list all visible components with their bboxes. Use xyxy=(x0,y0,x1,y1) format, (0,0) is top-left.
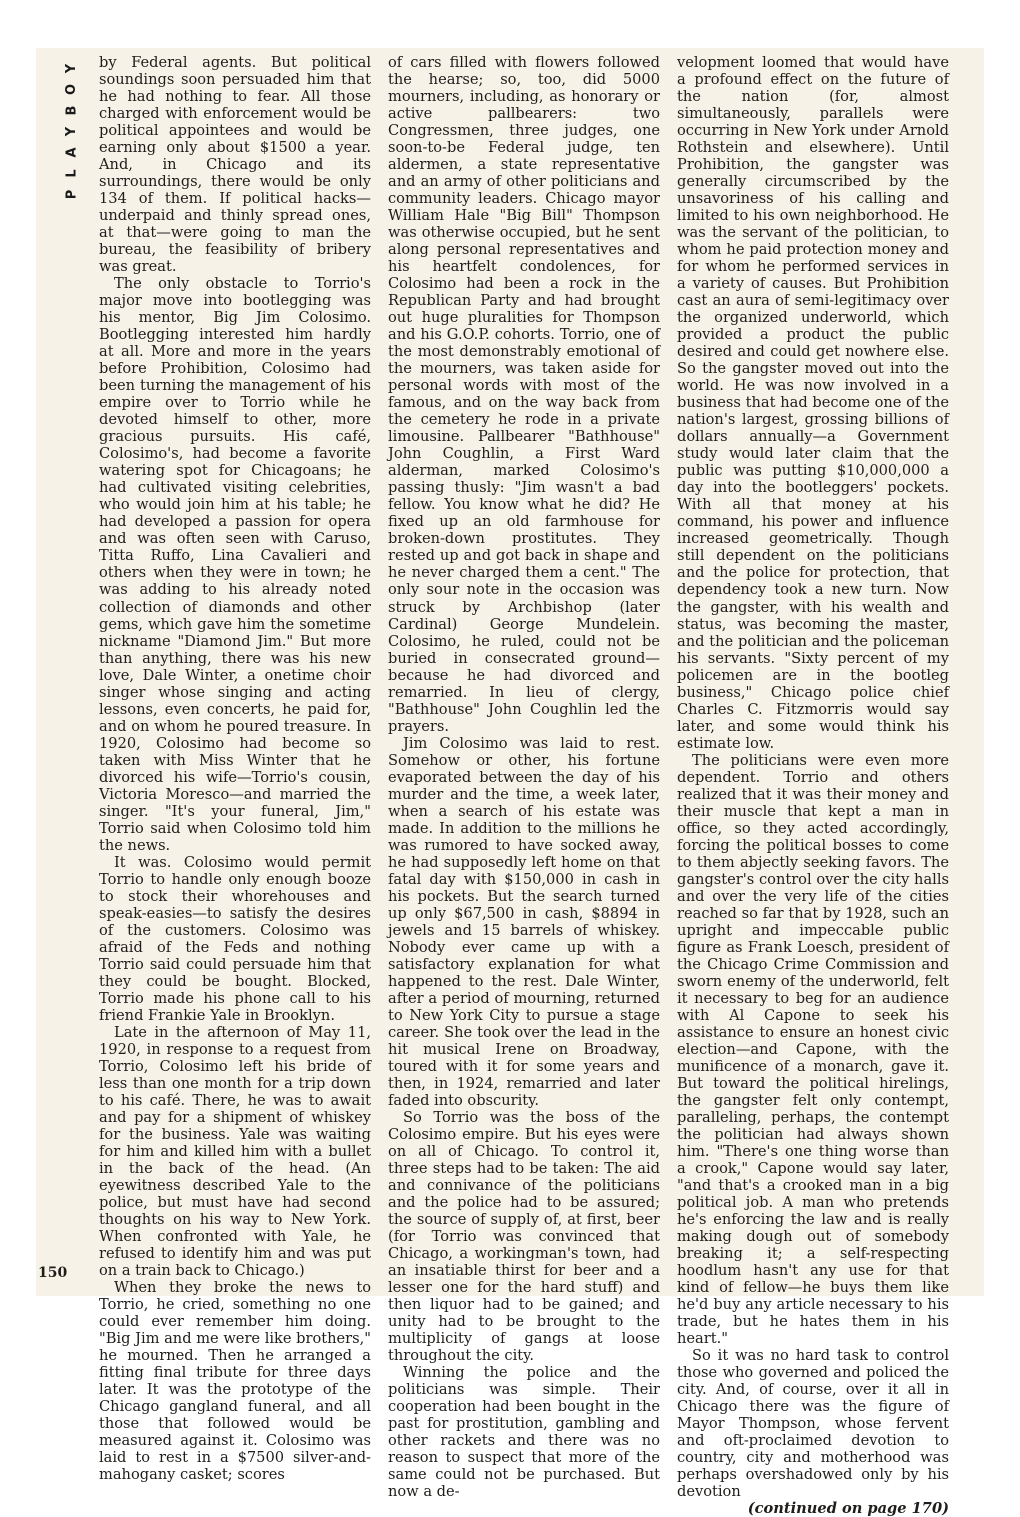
paragraph: So Torrio was the boss of the Colosimo empire. But his eyes were on all of Chicago. To control it, three steps had to be taken: The aid and connivance of the politicians and the police had to be assured; the source of supply of, at first, beer (for Torrio was convinced that Chicago, a workingman's town, had an insatiable thirst for beer and a lesser one for the hard stuff) and then liquor had to be gained; and unity had to be brought to the multiplicity of gangs at loose throughout the city. xyxy=(388,1108,660,1365)
masthead-letter: A xyxy=(64,147,80,158)
paragraph: by Federal agents. But political soundings soon persuaded him that he had nothing to fear. All those charged with enforcement would be political appointees and would be earning only about $1500 a year. And, in Chicago and its surroundings, there would be only 134 of them. If political hacks—underpaid and thinly spread ones, at that—were going to man the bureau, the feasibility of bribery was great. xyxy=(99,54,371,276)
paragraph: Late in the afternoon of May 11, 1920, in response to a request from Torrio, Colosimo left his bride of less than one month for a trip down to his café. There, he was to await and pay for a shipment of whiskey for the business. Yale was waiting for him and killed him with a bullet in the back of the head. (An eyewitness described Yale to the police, but must have had second thoughts on his way to New York. When confronted with Yale, he refused to identify him and was put on a train back to Chicago.) xyxy=(99,1023,371,1280)
masthead-letter: L xyxy=(64,169,80,178)
paragraph: So it was no hard task to control those who governed and policed the city. And, of course, over it all in Chicago there was the figure of Mayor Thompson, whose fervent and oft-proclaimed devotion to country, city and motherhood was perhaps overshadowed only by his devotion xyxy=(677,1347,949,1501)
page-number: 150 xyxy=(38,1265,68,1281)
masthead-letter: B xyxy=(64,105,80,116)
text-column-3 xyxy=(677,54,949,1517)
text-column-1 xyxy=(99,54,371,1483)
paragraph: of cars filled with flowers followed the hearse; so, too, did 5000 mourners, including, as honorary or active pallbearers: two Congressmen, three judges, one soon-to-be Federal judge, ten aldermen, a state representative and an army of other politicians and community leaders. Chicago mayor William Hale "Big Bill" Thompson was otherwise occupied, but he sent along personal representatives and his heartfelt condolences, for Colosimo had been a rock in the Republican Party and had brought out huge pluralities for Thompson and his G.O.P. cohorts. Torrio, one of the most demonstrably emotional of the mourners, was taken aside for personal words with most of the famous, and on the way back from the cemetery he rode in a private limousine. Pallbearer "Bathhouse" John Coughlin, a First Ward alderman, marked Colosimo's passing thusly: "Jim wasn't a bad fellow. You know what he did? He fixed up an old farmhouse for broken-down prostitutes. They rested up and got back in shape and he never charged them a cent." The only sour note in the occasion was struck by Archbishop (later Cardinal) George Mundelein. Colosimo, he ruled, could not be buried in consecrated ground—because he had divorced and remarried. In lieu of clergy, "Bathhouse" John Coughlin led the prayers. xyxy=(388,54,660,735)
continued-note: (continued on page 170) xyxy=(747,1500,949,1517)
paragraph: Jim Colosimo was laid to rest. Somehow or other, his fortune evaporated between the day of his murder and the time, a week later, when a search of his estate was made. In addition to the millions he was rumored to have socked away, he had supposedly left home on that fatal day with $150,000 in cash in his pockets. But the search turned up only $67,500 in cash, $8894 in jewels and 15 barrels of whiskey. Nobody ever came up with a satisfactory explanation for what happened to the rest. Dale Winter, after a period of mourning, returned to New York City to pursue a stage career. She took over the lead in the hit musical Irene on Broadway, toured with it for some years and then, in 1924, remarried and later faded into obscurity. xyxy=(388,734,660,1109)
masthead-letter: P xyxy=(64,189,80,200)
paragraph: When they broke the news to Torrio, he cried, something no one could ever remember him doing. "Big Jim and me were like brothers," he mourned. Then he arranged a fitting final tribute for three days later. It was the prototype of the Chicago gangland funeral, and all those that followed would be measured against it. Colosimo was laid to rest in a $7500 silver-and-mahogany casket; scores xyxy=(99,1279,371,1484)
text-column-2 xyxy=(388,54,660,1500)
masthead-letter: O xyxy=(64,83,80,96)
magazine-page xyxy=(36,48,984,1517)
paragraph: Winning the police and the politicians was simple. Their cooperation had been bought in the past for prostitution, gambling and other rackets and there was no reason to suspect that more of the same could not be purchased. But now a de- xyxy=(388,1364,660,1501)
paragraph: It was. Colosimo would permit Torrio to handle only enough booze to stock their whorehouses and speak-easies—to satisfy the desires of the customers. Colosimo was afraid of the Feds and nothing Torrio said could persuade him that they could be bought. Blocked, Torrio made his phone call to his friend Frankie Yale in Brooklyn. xyxy=(99,853,371,1024)
paragraph: velopment loomed that would have a profound effect on the future of the nation (for, almost simultaneously, parallels were occurring in New York under Arnold Rothstein and elsewhere). Until Prohibition, the gangster was generally circumscribed by the unsavoriness of his calling and limited to his own neighborhood. He was the servant of the politician, to whom he paid protection money and for whom he performed services in a variety of causes. But Prohibition cast an aura of semi-legitimacy over the organized underworld, which provided a product the public desired and could get nowhere else. So the gangster moved out into the world. He was now involved in a business that had become one of the nation's largest, grossing billions of dollars annually—a Government study would later claim that the public was putting $10,000,000 a day into the bootleggers' pockets. With all that money at his command, his power and influence increased geometrically. Though still dependent on the politicians and the police for protection, that dependency took a new turn. Now the gangster, with his wealth and status, was becoming the master, and the politician and the policeman his servants. "Sixty percent of my policemen are in the bootleg business," Chicago police chief Charles C. Fitzmorris would say later, and some would think his estimate low. xyxy=(677,54,949,752)
magazine-masthead xyxy=(61,58,83,205)
masthead-letter: Y xyxy=(64,63,80,74)
masthead-letter: Y xyxy=(64,126,80,137)
paragraph: The politicians were even more dependent. Torrio and others realized that it was their money and their muscle that kept a man in office, so they acted accordingly, forcing the political bosses to come to them abjectly seeking favors. The gangster's control over the city halls and over the very life of the cities reached so far that by 1928, such an upright and impeccable public figure as Frank Loesch, president of the Chicago Crime Commission and sworn enemy of the underworld, felt it necessary to beg for an audience with Al Capone to seek his assistance to ensure an honest civic election—and Capone, with the munificence of a monarch, gave it. But toward the political hirelings, the gangster felt only contempt, paralleling, perhaps, the contempt the politician had always shown him. "There's one thing worse than a crook," Capone would say later, "and that's a crooked man in a big political job. A man who pretends he's enforcing the law and is really making dough out of somebody breaking it; a self-respecting hoodlum hasn't any use for that kind of fellow—he buys them like he'd buy any article necessary to his trade, but he hates them in his heart." xyxy=(677,751,949,1348)
paragraph: The only obstacle to Torrio's major move into bootlegging was his mentor, Big Jim Colosimo. Bootlegging interested him hardly at all. More and more in the years before Prohibition, Colosimo had been turning the management of his empire over to Torrio while he devoted himself to other, more gracious pursuits. His café, Colosimo's, had become a favorite watering spot for Chicagoans; he had cultivated visiting celebrities, who would join him at his table; he had developed a passion for opera and was often seen with Caruso, Titta Ruffo, Lina Cavalieri and others when they were in town; he was adding to his already noted collection of diamonds and other gems, which gave him the sometime nickname "Diamond Jim." But more than anything, there was his new love, Dale Winter, a onetime choir singer whose singing and acting lessons, even concerts, he paid for, and on whom he poured treasure. In 1920, Colosimo had become so taken with Miss Winter that he divorced his wife—Torrio's cousin, Victoria Moresco—and married the singer. "It's your funeral, Jim," Torrio said when Colosimo told him the news. xyxy=(99,275,371,854)
